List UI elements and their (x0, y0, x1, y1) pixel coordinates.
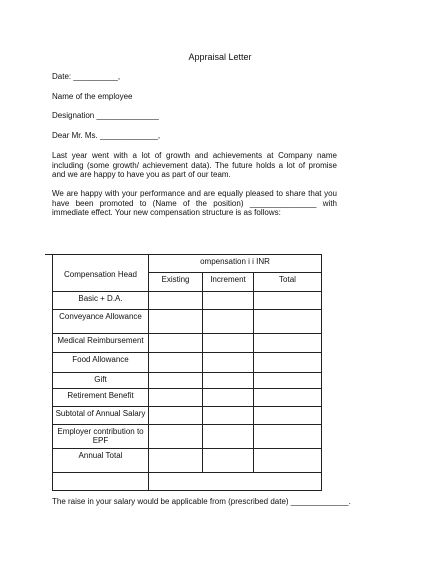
cell-existing (149, 425, 203, 449)
row-label (53, 473, 149, 491)
cell-increment (203, 292, 254, 310)
cell-total (254, 353, 322, 373)
row-label: Gift (53, 373, 149, 389)
cell-total (254, 292, 322, 310)
cell-total (254, 425, 322, 449)
row-label: Conveyance Allowance (53, 310, 149, 334)
row-label: Subtotal of Annual Salary (53, 407, 149, 425)
employee-name-line: Name of the employee (52, 92, 133, 101)
cell-increment (203, 373, 254, 389)
cell-total (254, 473, 322, 491)
table-row (53, 473, 322, 491)
compensation-table (52, 254, 322, 491)
salutation-line: Dear Mr. Ms. _____________, (52, 131, 161, 140)
table-row (53, 425, 322, 449)
cell-increment (203, 353, 254, 373)
cell-increment (203, 407, 254, 425)
compensation-group-header: ompensation i i INR (149, 255, 322, 273)
table-row (53, 407, 322, 425)
cell-existing (149, 353, 203, 373)
cell-total (254, 407, 322, 425)
letter-title: Appraisal Letter (188, 52, 252, 62)
cell-existing (149, 373, 203, 389)
intro-paragraph: Last year went with a lot of growth and achievements at Company name including (some growth/ achievement data). The future holds a lot of promise and we are happy to have you as part of our team. (52, 151, 337, 179)
date-line: Date: __________, (52, 72, 121, 81)
promotion-paragraph: We are happy with your performance and are equally pleased to share that you have been promoted to (Name of the position) _______________ with immediate effect. Your new compensation structure is as follows: (52, 189, 337, 217)
compensation-head-header: Compensation Head (53, 255, 149, 292)
cell-increment (203, 389, 254, 407)
table-row (53, 389, 322, 407)
cell-increment (203, 334, 254, 353)
cell-increment (203, 473, 254, 491)
cell-total (254, 334, 322, 353)
cell-existing (149, 310, 203, 334)
table-row (53, 373, 322, 389)
cell-total (254, 449, 322, 473)
cell-increment (203, 425, 254, 449)
table-row (53, 292, 322, 310)
table-header-row (53, 255, 322, 273)
cell-total (254, 373, 322, 389)
row-label: Basic + D.A. (53, 292, 149, 310)
table-row (53, 310, 322, 334)
column-increment: Increment (203, 273, 254, 292)
cell-existing (149, 407, 203, 425)
column-total: Total (254, 273, 322, 292)
cell-increment (203, 310, 254, 334)
row-label: Retirement Benefit (53, 389, 149, 407)
cell-existing (149, 334, 203, 353)
row-label: Employer contribution to EPF (53, 425, 149, 449)
cell-total (254, 389, 322, 407)
cell-total (254, 310, 322, 334)
raise-effective-line: The raise in your salary would be applicable from (prescribed date) _____________. (52, 497, 351, 506)
table-row (53, 334, 322, 353)
row-label: Medical Reimbursement (53, 334, 149, 353)
cell-increment (203, 449, 254, 473)
row-label: Annual Total (53, 449, 149, 473)
cell-existing (149, 389, 203, 407)
row-label: Food Allowance (53, 353, 149, 373)
table-row (53, 449, 322, 473)
cell-existing (149, 473, 203, 491)
cell-existing (149, 292, 203, 310)
designation-line: Designation ______________ (52, 111, 159, 120)
cell-existing (149, 449, 203, 473)
table-row (53, 353, 322, 373)
column-existing: Existing (149, 273, 203, 292)
